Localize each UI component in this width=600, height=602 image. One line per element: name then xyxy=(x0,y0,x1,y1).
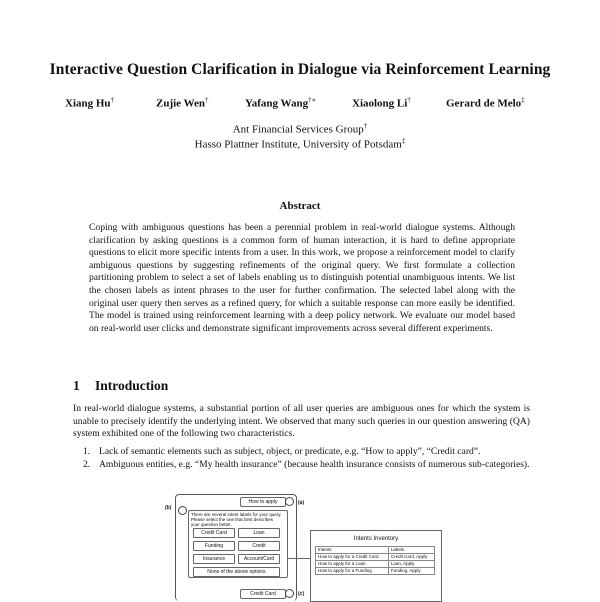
user-avatar-icon xyxy=(285,497,294,506)
query-bubble: How to apply xyxy=(240,497,286,507)
figure-label-b: (b) xyxy=(165,505,172,511)
author: Gerard de Melo‡ xyxy=(446,96,525,110)
intent-chip[interactable]: Insurance xyxy=(193,554,235,564)
list-item: 2. Ambiguous entities, e.g. “My health insurance” (because health insurance consists of numerous sub-categories). xyxy=(83,458,530,470)
user-avatar-icon xyxy=(285,589,294,598)
clarification-prompt: There are several intent labels for your query. Please select the one that best describes your question better. xyxy=(191,512,282,527)
selected-bubble: Credit Card xyxy=(240,589,286,599)
intent-chip[interactable]: Funding xyxy=(193,541,235,551)
connector-line xyxy=(288,558,310,559)
list-item: 1. Lack of semantic elements such as subject, object, or predicate, e.g. “How to apply”, “Credit card”. xyxy=(83,446,481,457)
intro-paragraph: In real-world dialogue systems, a substantial portion of all user queries are ambiguous ones for which the system is unable to precisely identify the underlying intent. We observed that many such queries in our question answering (QA) system exhibited one of the following two characteristics. xyxy=(73,403,530,440)
intent-chip[interactable]: Loan xyxy=(238,528,280,538)
none-option-chip[interactable]: None of the above options xyxy=(193,567,280,577)
section-title: Introduction xyxy=(95,378,169,393)
column-header: Intents xyxy=(316,547,389,554)
characteristics-list xyxy=(73,446,530,471)
paper-title: Interactive Question Clarification in Dialogue via Reinforcement Learning xyxy=(49,61,551,78)
section-number: 1 xyxy=(73,378,80,393)
intents-inventory xyxy=(310,530,442,602)
figure-clarification-dialogue xyxy=(160,488,450,600)
section-heading xyxy=(73,378,168,394)
abstract-text: Coping with ambiguous questions has been a perennial problem in real-world dialogue systems. Although clarification by asking questions is a common form of human interaction, it is hard to define appropriate questions to elicit more specific intents from a user. In this work, we propose a reinforcement model to clarify ambiguous questions by suggesting refinements of the original query. We first formulate a collection partitioning problem to select a set of labels enabling us to distinguish potential unambiguous intents. We list the chosen labels as intent phrases to the user for further confirmation. The selected label along with the original user query then serves as a refined query, for which a suitable response can more easily be identified. The model is trained using reinforcement learning with a deep policy network. We evaluate our model based on real-world user clicks and demonstrate significant improvements across several different experiments. xyxy=(89,222,515,334)
intent-chip[interactable]: Account/Card xyxy=(238,554,280,564)
inventory-title: Intents Inventory xyxy=(353,536,399,542)
abstract-heading: Abstract xyxy=(279,200,321,212)
figure-label-a: (a) xyxy=(298,500,305,506)
author: Zujie Wen† xyxy=(156,96,209,110)
column-header: Labels xyxy=(388,547,434,554)
affiliation: Hasso Plattner Institute, University of Potsdam‡ xyxy=(194,137,406,151)
figure-label-c: (c) xyxy=(298,591,305,597)
affiliation: Ant Financial Services Group† xyxy=(232,122,368,136)
author: Xiang Hu† xyxy=(65,96,115,110)
table-row: How to apply for a Funding Funding, Apply xyxy=(316,568,435,575)
bot-avatar-icon xyxy=(178,506,187,515)
intent-chip[interactable]: Credit Card xyxy=(193,528,235,538)
table-row: How to apply for a Loan Loan, Apply xyxy=(316,561,435,568)
intent-chip[interactable]: Credit xyxy=(238,541,280,551)
table-row: How to apply for a Credit Card Credit Card, Apply xyxy=(316,554,435,561)
table-header-row xyxy=(316,547,435,554)
author: Yafang Wang†∗ xyxy=(245,96,317,110)
inventory-table xyxy=(315,546,435,575)
author: Xiaolong Li† xyxy=(352,96,411,110)
